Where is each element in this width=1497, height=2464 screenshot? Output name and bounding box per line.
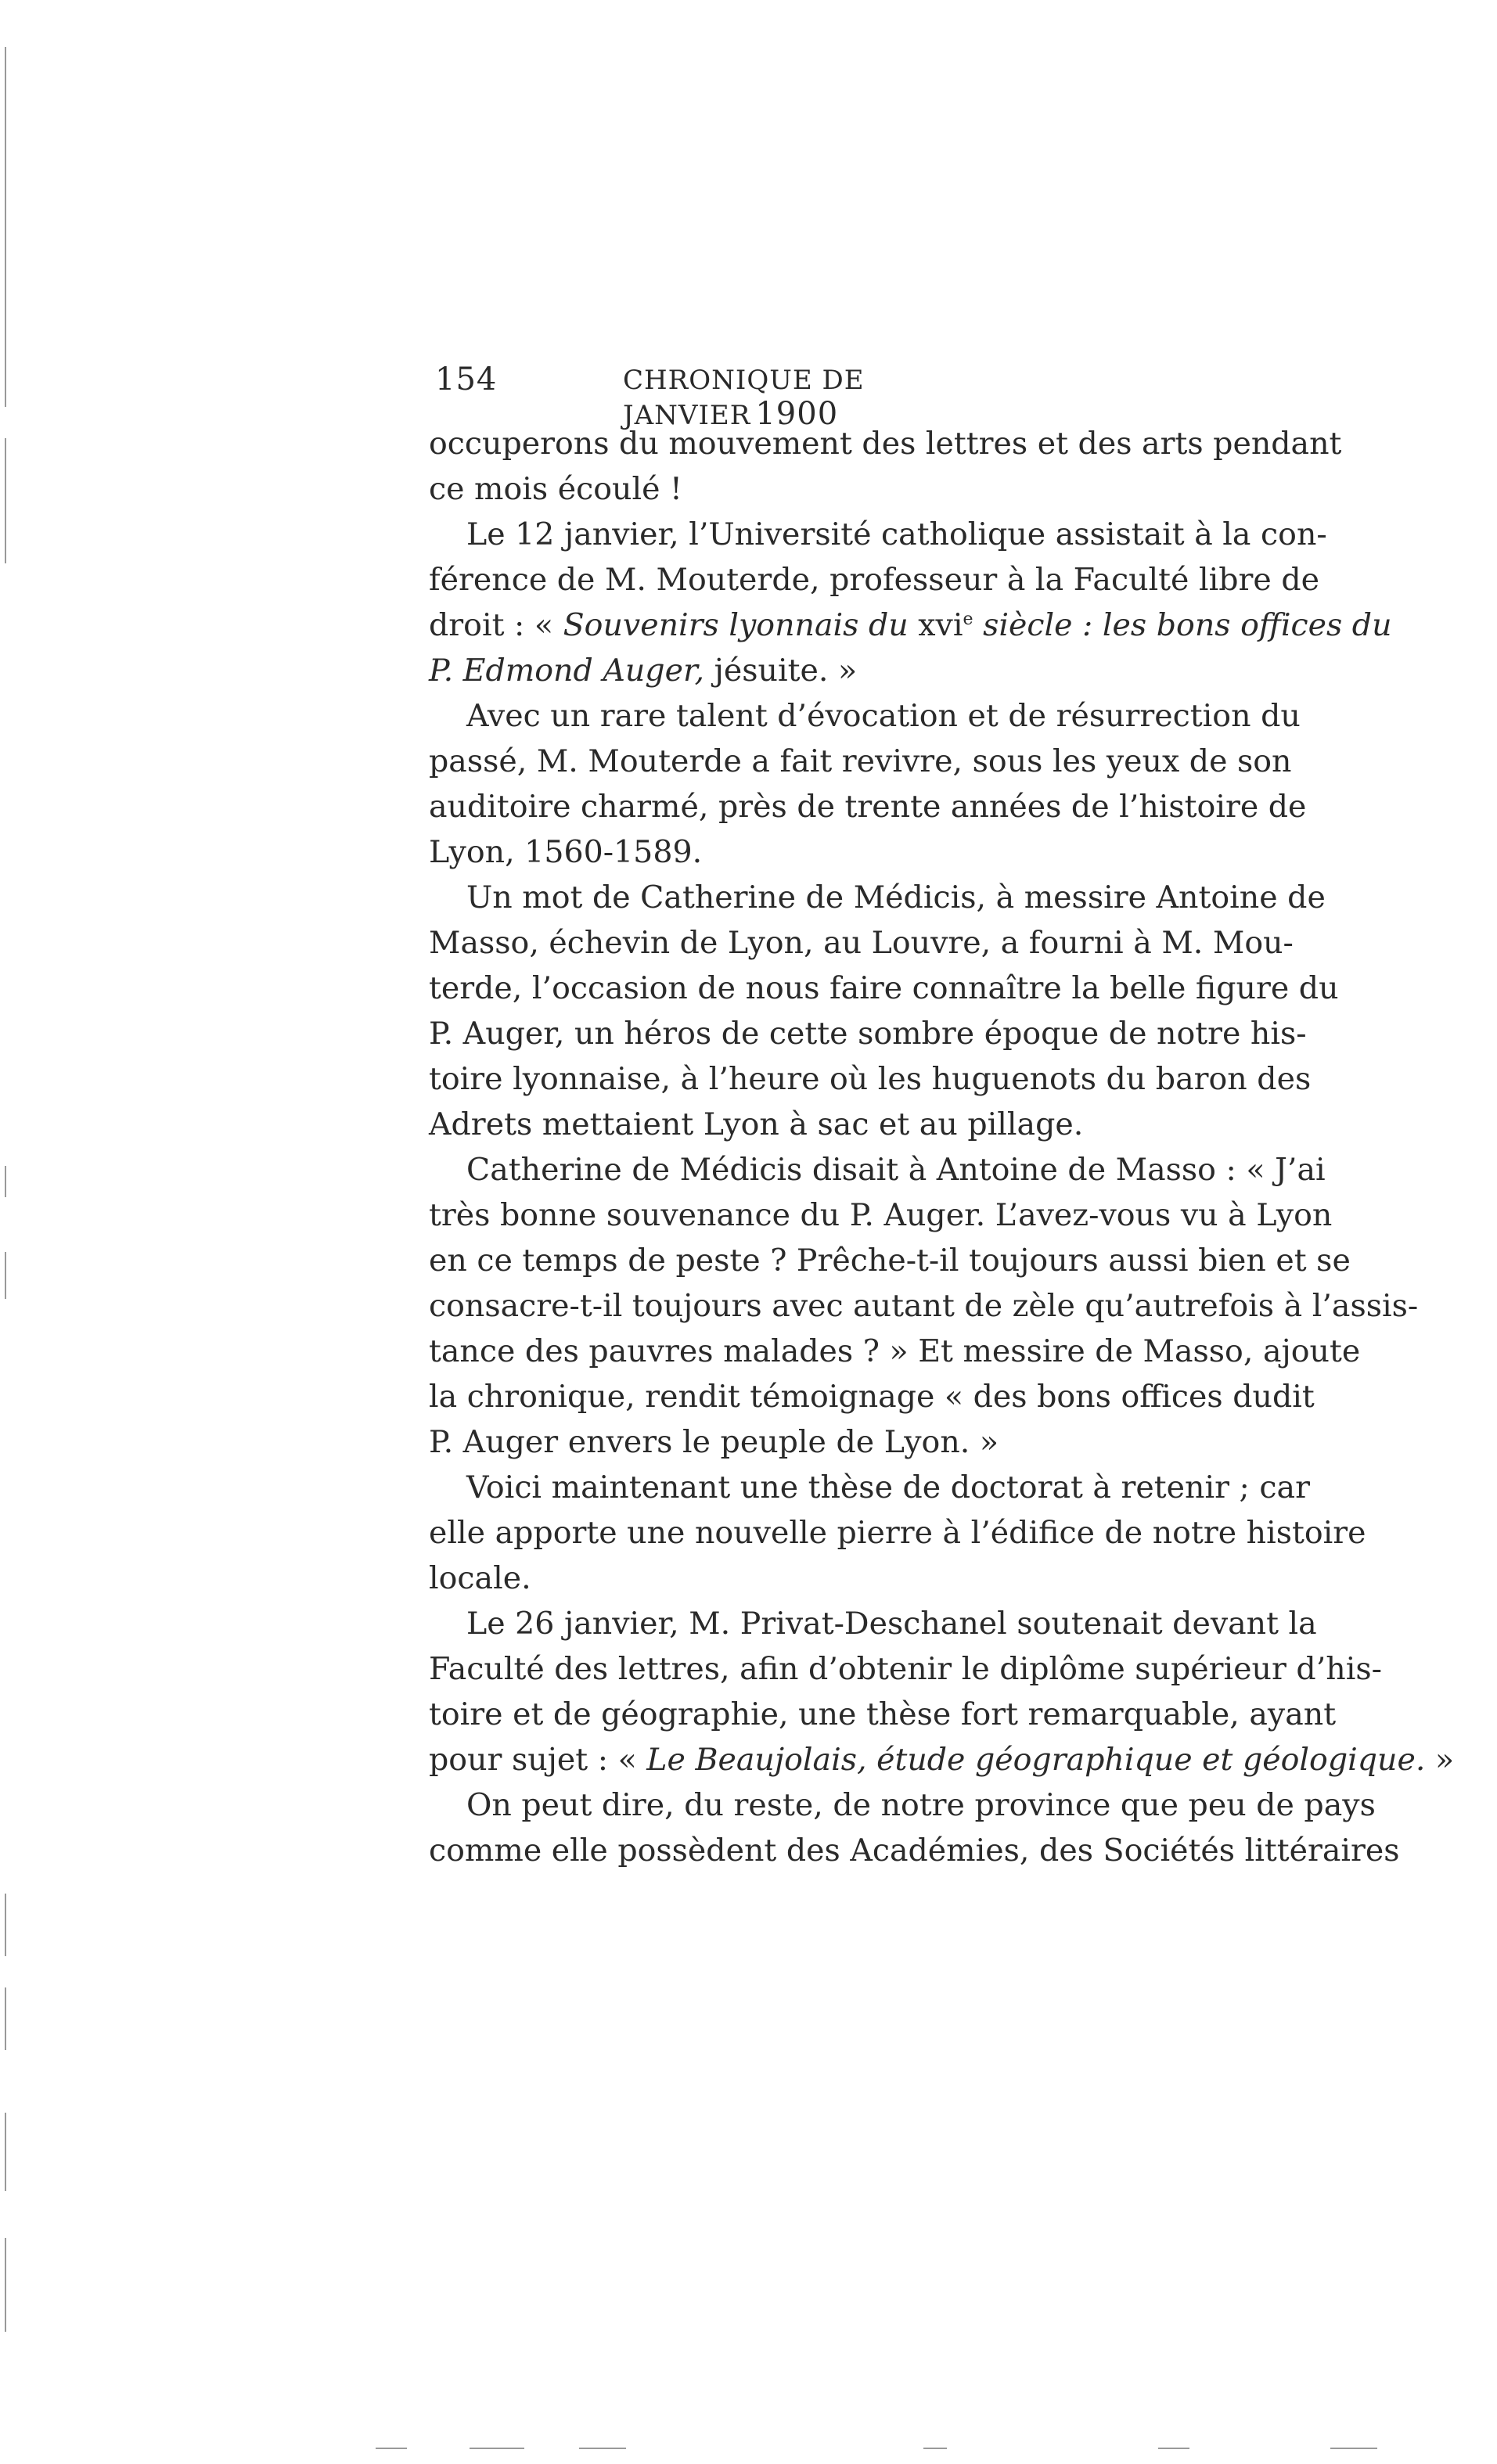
paragraph-start-line: Le 26 janvier, M. Privat-Deschanel soutenait devant la xyxy=(466,1606,1317,1642)
scan-edge-mark xyxy=(5,47,6,407)
text-line: tance des pauvres malades ? » Et messire de Masso, ajoute xyxy=(429,1333,1361,1369)
text-line: Masso, échevin de Lyon, au Louvre, a fourni à M. Mou- xyxy=(429,925,1294,961)
text-line: Adrets mettaient Lyon à sac et au pillage. xyxy=(429,1106,1084,1142)
scan-edge-mark xyxy=(5,438,6,563)
scan-edge-mark xyxy=(5,1252,6,1299)
paragraph-start-line: Le 12 janvier, l’Université catholique assistait à la con- xyxy=(466,516,1327,552)
scan-bottom-mark xyxy=(470,2448,524,2449)
text-line: P. Auger, un héros de cette sombre époque de notre his- xyxy=(429,1016,1307,1052)
text-line: férence de M. Mouterde, professeur à la Faculté libre de xyxy=(429,562,1319,598)
running-head xyxy=(435,362,1061,432)
running-title-text: CHRONIQUE DE JANVIER xyxy=(623,365,865,431)
scan-bottom-mark xyxy=(1330,2448,1377,2449)
running-title-year: 1900 xyxy=(755,396,839,432)
text-line: consacre-t-il toujours avec autant de zèle qu’autrefois à l’assis- xyxy=(429,1288,1419,1324)
paragraph-start-line: Un mot de Catherine de Médicis, à messire Antoine de xyxy=(466,879,1326,915)
paragraph-start-line: Catherine de Médicis disait à Antoine de Masso : « J’ai xyxy=(466,1152,1326,1188)
text-line: elle apporte une nouvelle pierre à l’édifice de notre histoire xyxy=(429,1515,1366,1551)
scan-bottom-mark xyxy=(1158,2448,1189,2449)
scan-edge-mark xyxy=(5,2113,6,2191)
scan-edge-mark xyxy=(5,2238,6,2332)
text-line: très bonne souvenance du P. Auger. L’avez-vous vu à Lyon xyxy=(429,1197,1333,1233)
scan-bottom-mark xyxy=(923,2448,947,2449)
scan-bottom-mark xyxy=(579,2448,626,2449)
body-text xyxy=(429,421,1455,1873)
paragraph-start-line: On peut dire, du reste, de notre province que peu de pays xyxy=(466,1787,1376,1823)
text-line: droit : « Souvenirs lyonnais du xvi$^e$ siècle : les bons offices du xyxy=(429,607,1392,643)
text-line: ce mois écoulé ! xyxy=(429,471,682,507)
text-line: occuperons du mouvement des lettres et des arts pendant xyxy=(429,426,1342,462)
text-line: P. Edmond Auger, jésuite. » xyxy=(429,653,858,689)
page-number: 154 xyxy=(435,362,498,397)
paragraph-start-line: Voici maintenant une thèse de doctorat à retenir ; car xyxy=(466,1469,1310,1505)
text-line: Faculté des lettres, afin d’obtenir le diplôme supérieur d’his- xyxy=(429,1651,1382,1687)
scan-bottom-mark xyxy=(376,2448,407,2449)
scan-edge-mark xyxy=(5,1894,6,1956)
paragraph-start-line: Avec un rare talent d’évocation et de résurrection du xyxy=(466,698,1301,734)
text-line: la chronique, rendit témoignage « des bons offices dudit xyxy=(429,1379,1315,1415)
text-line: P. Auger envers le peuple de Lyon. » xyxy=(429,1424,999,1460)
text-line: passé, M. Mouterde a fait revivre, sous les yeux de son xyxy=(429,743,1292,779)
text-line: Lyon, 1560-1589. xyxy=(429,834,703,870)
text-line: locale. xyxy=(429,1560,531,1596)
text-line: auditoire charmé, près de trente années de l’histoire de xyxy=(429,789,1307,825)
text-line: en ce temps de peste ? Prêche-t-il toujours aussi bien et se xyxy=(429,1243,1351,1279)
text-line: comme elle possèdent des Académies, des Sociétés littéraires xyxy=(429,1833,1400,1869)
scan-edge-mark xyxy=(5,1987,6,2050)
text-line: terde, l’occasion de nous faire connaître la belle figure du xyxy=(429,970,1339,1006)
scan-edge-mark xyxy=(5,1166,6,1197)
text-line: toire lyonnaise, à l’heure où les huguenots du baron des xyxy=(429,1061,1312,1097)
text-line: pour sujet : « Le Beaujolais, étude géographique et géologique. » xyxy=(429,1742,1455,1778)
text-line: toire et de géographie, une thèse fort remarquable, ayant xyxy=(429,1696,1337,1732)
